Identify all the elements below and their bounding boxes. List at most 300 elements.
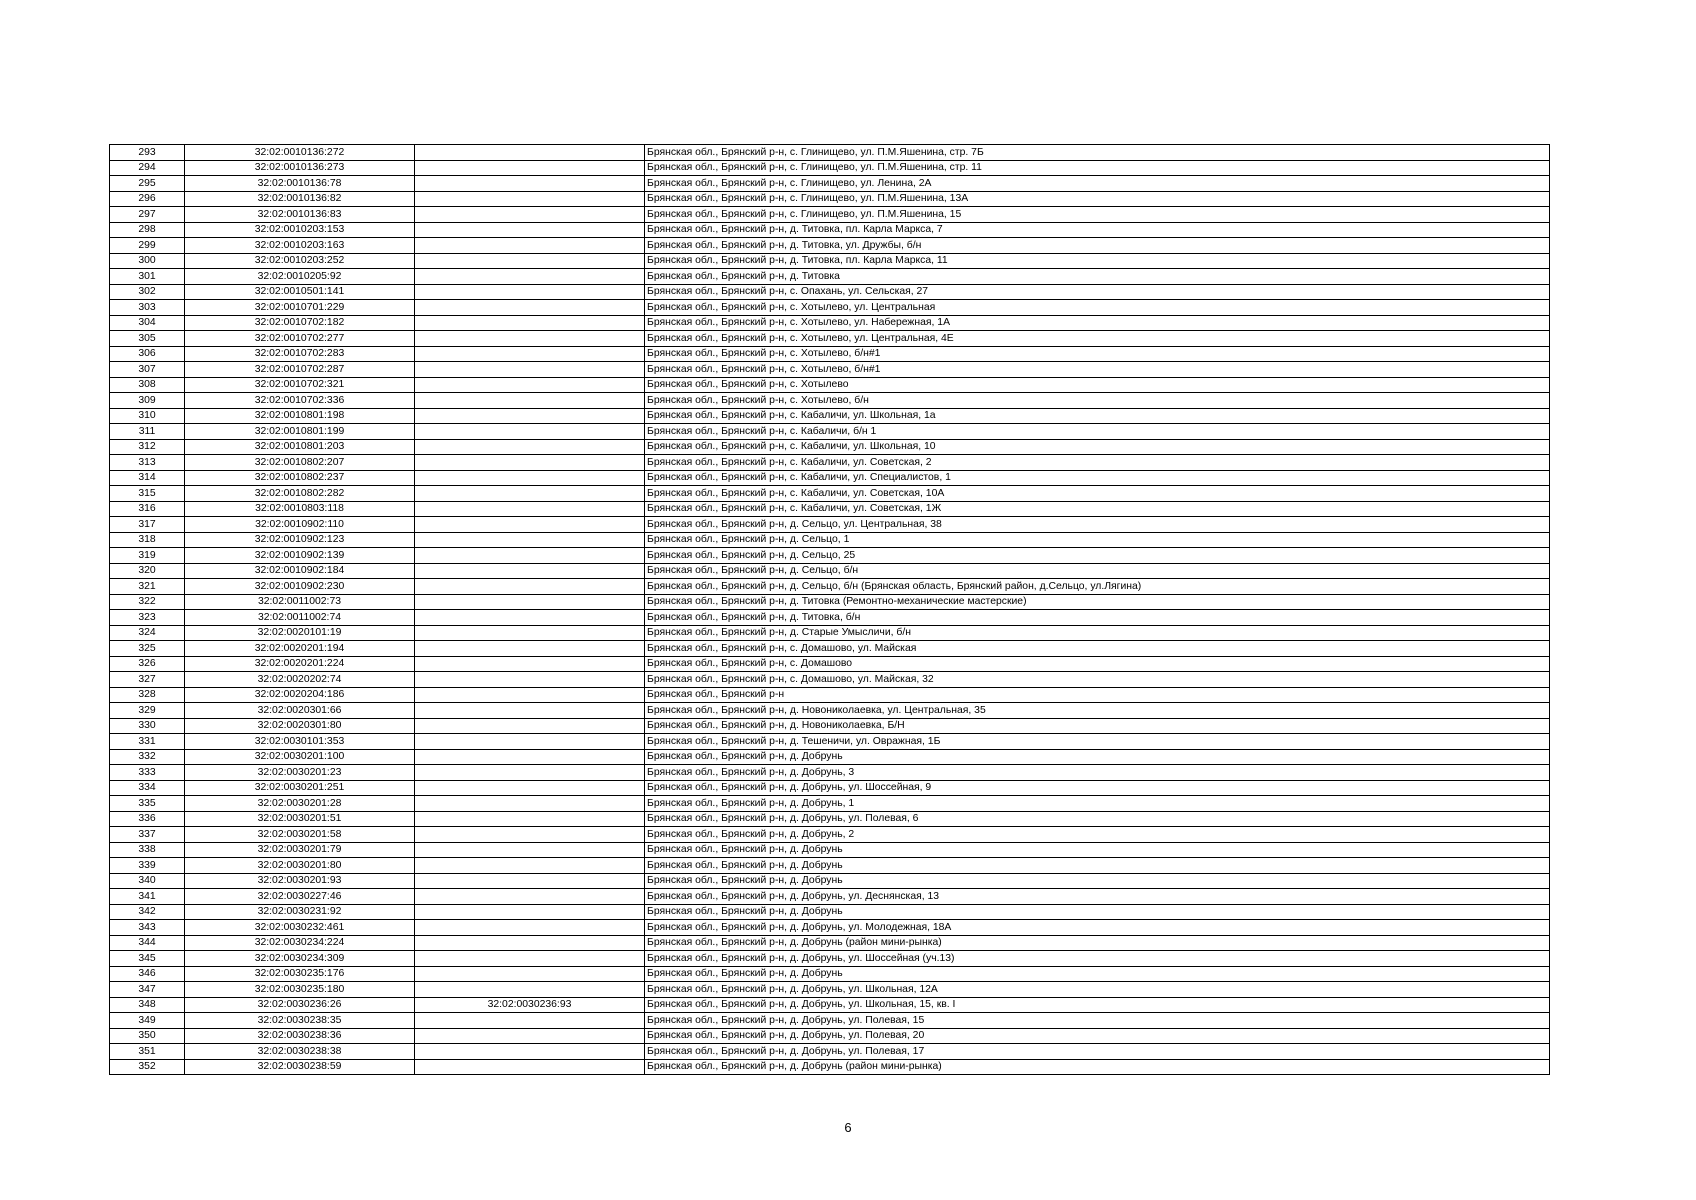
cadastral-number-cell: 32:02:0030238:38 xyxy=(185,1044,415,1060)
cadastral-number-cell: 32:02:0010802:207 xyxy=(185,455,415,471)
table-row xyxy=(110,1059,1550,1075)
row-number-cell: 347 xyxy=(110,982,185,998)
row-number-cell: 308 xyxy=(110,377,185,393)
address-cell: Брянская обл., Брянский р-н, д. Титовка (Ремонтно-механические мастерские) xyxy=(645,594,1550,610)
row-number-cell: 344 xyxy=(110,935,185,951)
row-number-cell: 320 xyxy=(110,563,185,579)
row-number-cell: 349 xyxy=(110,1013,185,1029)
related-cadastral-number-cell xyxy=(415,191,645,207)
row-number-cell: 333 xyxy=(110,765,185,781)
row-number-cell: 324 xyxy=(110,625,185,641)
address-cell: Брянская обл., Брянский р-н, д. Добрунь, ул. Школьная, 15, кв. I xyxy=(645,997,1550,1013)
related-cadastral-number-cell xyxy=(415,269,645,285)
related-cadastral-number-cell xyxy=(415,470,645,486)
address-cell: Брянская обл., Брянский р-н, с. Опахань, ул. Сельская, 27 xyxy=(645,284,1550,300)
table-row xyxy=(110,284,1550,300)
cadastral-number-cell: 32:02:0011002:73 xyxy=(185,594,415,610)
table-row xyxy=(110,238,1550,254)
address-cell: Брянская обл., Брянский р-н, д. Добрунь xyxy=(645,749,1550,765)
address-cell: Брянская обл., Брянский р-н, с. Глинищево, ул. П.М.Яшенина, 15 xyxy=(645,207,1550,223)
table-row xyxy=(110,532,1550,548)
related-cadastral-number-cell xyxy=(415,238,645,254)
related-cadastral-number-cell xyxy=(415,393,645,409)
row-number-cell: 337 xyxy=(110,827,185,843)
row-number-cell: 339 xyxy=(110,858,185,874)
address-cell: Брянская обл., Брянский р-н, с. Кабаличи, ул. Специалистов, 1 xyxy=(645,470,1550,486)
related-cadastral-number-cell xyxy=(415,842,645,858)
table-row xyxy=(110,920,1550,936)
row-number-cell: 348 xyxy=(110,997,185,1013)
address-cell: Брянская обл., Брянский р-н, д. Добрунь xyxy=(645,842,1550,858)
table-row xyxy=(110,594,1550,610)
table-row xyxy=(110,501,1550,517)
address-cell: Брянская обл., Брянский р-н, д. Титовка xyxy=(645,269,1550,285)
row-number-cell: 350 xyxy=(110,1028,185,1044)
address-cell: Брянская обл., Брянский р-н, с. Кабаличи, ул. Школьная, 1а xyxy=(645,408,1550,424)
row-number-cell: 334 xyxy=(110,780,185,796)
table-row xyxy=(110,315,1550,331)
cadastral-number-cell: 32:02:0030201:251 xyxy=(185,780,415,796)
cadastral-number-cell: 32:02:0010702:287 xyxy=(185,362,415,378)
cadastral-number-cell: 32:02:0020301:66 xyxy=(185,703,415,719)
row-number-cell: 323 xyxy=(110,610,185,626)
cadastral-number-cell: 32:02:0010801:198 xyxy=(185,408,415,424)
row-number-cell: 346 xyxy=(110,966,185,982)
related-cadastral-number-cell xyxy=(415,145,645,161)
row-number-cell: 341 xyxy=(110,889,185,905)
address-cell: Брянская обл., Брянский р-н, д. Титовка, б/н xyxy=(645,610,1550,626)
related-cadastral-number-cell xyxy=(415,873,645,889)
related-cadastral-number-cell xyxy=(415,718,645,734)
table-row xyxy=(110,362,1550,378)
address-cell: Брянская обл., Брянский р-н, с. Глинищево, ул. П.М.Яшенина, 13А xyxy=(645,191,1550,207)
related-cadastral-number-cell xyxy=(415,935,645,951)
table-row xyxy=(110,486,1550,502)
related-cadastral-number-cell xyxy=(415,579,645,595)
cadastral-number-cell: 32:02:0030201:28 xyxy=(185,796,415,812)
address-cell: Брянская обл., Брянский р-н, д. Титовка, пл. Карла Маркса, 7 xyxy=(645,222,1550,238)
cadastral-number-cell: 32:02:0030101:353 xyxy=(185,734,415,750)
related-cadastral-number-cell xyxy=(415,346,645,362)
cadastral-number-cell: 32:02:0020101:19 xyxy=(185,625,415,641)
table-row xyxy=(110,191,1550,207)
related-cadastral-number-cell xyxy=(415,300,645,316)
row-number-cell: 319 xyxy=(110,548,185,564)
cadastral-number-cell: 32:02:0030201:51 xyxy=(185,811,415,827)
related-cadastral-number-cell xyxy=(415,625,645,641)
table-row xyxy=(110,470,1550,486)
related-cadastral-number-cell xyxy=(415,982,645,998)
cadastral-number-cell: 32:02:0010136:272 xyxy=(185,145,415,161)
related-cadastral-number-cell xyxy=(415,532,645,548)
related-cadastral-number-cell: 32:02:0030236:93 xyxy=(415,997,645,1013)
row-number-cell: 316 xyxy=(110,501,185,517)
row-number-cell: 338 xyxy=(110,842,185,858)
row-number-cell: 330 xyxy=(110,718,185,734)
cadastral-number-cell: 32:02:0030201:100 xyxy=(185,749,415,765)
cadastral-number-cell: 32:02:0011002:74 xyxy=(185,610,415,626)
address-cell: Брянская обл., Брянский р-н, д. Добрунь, 2 xyxy=(645,827,1550,843)
related-cadastral-number-cell xyxy=(415,160,645,176)
cadastral-number-cell: 32:02:0010801:203 xyxy=(185,439,415,455)
cadastral-number-cell: 32:02:0030238:59 xyxy=(185,1059,415,1075)
address-cell: Брянская обл., Брянский р-н, д. Добрунь xyxy=(645,873,1550,889)
row-number-cell: 326 xyxy=(110,656,185,672)
cadastral-number-cell: 32:02:0010801:199 xyxy=(185,424,415,440)
row-number-cell: 318 xyxy=(110,532,185,548)
table-row xyxy=(110,982,1550,998)
cadastral-number-cell: 32:02:0010702:321 xyxy=(185,377,415,393)
cadastral-number-cell: 32:02:0020301:80 xyxy=(185,718,415,734)
address-cell: Брянская обл., Брянский р-н, с. Кабаличи, ул. Школьная, 10 xyxy=(645,439,1550,455)
table-row xyxy=(110,610,1550,626)
table-row xyxy=(110,935,1550,951)
cadastral-number-cell: 32:02:0010701:229 xyxy=(185,300,415,316)
table-row xyxy=(110,145,1550,161)
related-cadastral-number-cell xyxy=(415,904,645,920)
cadastral-number-cell: 32:02:0030227:46 xyxy=(185,889,415,905)
cadastral-number-cell: 32:02:0010136:273 xyxy=(185,160,415,176)
related-cadastral-number-cell xyxy=(415,315,645,331)
related-cadastral-number-cell xyxy=(415,889,645,905)
table-row xyxy=(110,997,1550,1013)
table-row xyxy=(110,377,1550,393)
cadastral-number-cell: 32:02:0010136:83 xyxy=(185,207,415,223)
table-row xyxy=(110,842,1550,858)
address-cell: Брянская обл., Брянский р-н, д. Сельцо, б/н xyxy=(645,563,1550,579)
table-row xyxy=(110,424,1550,440)
related-cadastral-number-cell xyxy=(415,1028,645,1044)
related-cadastral-number-cell xyxy=(415,362,645,378)
cadastral-number-cell: 32:02:0010702:277 xyxy=(185,331,415,347)
page-number: 6 xyxy=(844,1120,852,1135)
table-row xyxy=(110,734,1550,750)
row-number-cell: 298 xyxy=(110,222,185,238)
address-cell: Брянская обл., Брянский р-н, д. Тешеничи, ул. Овражная, 1Б xyxy=(645,734,1550,750)
table-row xyxy=(110,300,1550,316)
row-number-cell: 307 xyxy=(110,362,185,378)
cadastral-number-cell: 32:02:0010136:78 xyxy=(185,176,415,192)
related-cadastral-number-cell xyxy=(415,439,645,455)
address-cell: Брянская обл., Брянский р-н, с. Хотылево, б/н#1 xyxy=(645,362,1550,378)
row-number-cell: 306 xyxy=(110,346,185,362)
cadastral-number-cell: 32:02:0010902:110 xyxy=(185,517,415,533)
related-cadastral-number-cell xyxy=(415,749,645,765)
cadastral-number-cell: 32:02:0010802:237 xyxy=(185,470,415,486)
table-row xyxy=(110,408,1550,424)
related-cadastral-number-cell xyxy=(415,703,645,719)
cadastral-number-cell: 32:02:0030238:35 xyxy=(185,1013,415,1029)
cadastral-number-cell: 32:02:0020202:74 xyxy=(185,672,415,688)
address-cell: Брянская обл., Брянский р-н, с. Хотылево, б/н#1 xyxy=(645,346,1550,362)
cadastral-number-cell: 32:02:0030235:176 xyxy=(185,966,415,982)
cadastral-number-cell: 32:02:0030235:180 xyxy=(185,982,415,998)
row-number-cell: 331 xyxy=(110,734,185,750)
row-number-cell: 329 xyxy=(110,703,185,719)
cadastral-number-cell: 32:02:0010205:92 xyxy=(185,269,415,285)
row-number-cell: 335 xyxy=(110,796,185,812)
row-number-cell: 315 xyxy=(110,486,185,502)
related-cadastral-number-cell xyxy=(415,284,645,300)
table-row xyxy=(110,796,1550,812)
row-number-cell: 340 xyxy=(110,873,185,889)
row-number-cell: 297 xyxy=(110,207,185,223)
related-cadastral-number-cell xyxy=(415,1044,645,1060)
related-cadastral-number-cell xyxy=(415,672,645,688)
row-number-cell: 304 xyxy=(110,315,185,331)
table-row xyxy=(110,765,1550,781)
related-cadastral-number-cell xyxy=(415,207,645,223)
address-cell: Брянская обл., Брянский р-н, д. Новониколаевка, ул. Центральная, 35 xyxy=(645,703,1550,719)
row-number-cell: 301 xyxy=(110,269,185,285)
address-cell: Брянская обл., Брянский р-н, с. Хотылево, б/н xyxy=(645,393,1550,409)
table-row xyxy=(110,579,1550,595)
cadastral-number-cell: 32:02:0010203:153 xyxy=(185,222,415,238)
address-cell: Брянская обл., Брянский р-н, д. Добрунь, ул. Полевая, 15 xyxy=(645,1013,1550,1029)
address-cell: Брянская обл., Брянский р-н, д. Новониколаевка, Б/Н xyxy=(645,718,1550,734)
cadastral-number-cell: 32:02:0010803:118 xyxy=(185,501,415,517)
table-row xyxy=(110,455,1550,471)
row-number-cell: 296 xyxy=(110,191,185,207)
address-cell: Брянская обл., Брянский р-н, с. Глинищево, ул. П.М.Яшенина, стр. 7Б xyxy=(645,145,1550,161)
address-cell: Брянская обл., Брянский р-н, д. Добрунь, ул. Полевая, 17 xyxy=(645,1044,1550,1060)
address-cell: Брянская обл., Брянский р-н, д. Сельцо, 1 xyxy=(645,532,1550,548)
address-cell: Брянская обл., Брянский р-н, д. Сельцо, б/н (Брянская область, Брянский район, д.Сельцо, ул.Лягина) xyxy=(645,579,1550,595)
address-cell: Брянская обл., Брянский р-н xyxy=(645,687,1550,703)
related-cadastral-number-cell xyxy=(415,734,645,750)
related-cadastral-number-cell xyxy=(415,780,645,796)
row-number-cell: 295 xyxy=(110,176,185,192)
table-row xyxy=(110,811,1550,827)
cadastral-number-cell: 32:02:0030238:36 xyxy=(185,1028,415,1044)
row-number-cell: 302 xyxy=(110,284,185,300)
table-row xyxy=(110,873,1550,889)
table-row xyxy=(110,951,1550,967)
cadastral-number-cell: 32:02:0030232:461 xyxy=(185,920,415,936)
cadastral-number-cell: 32:02:0020201:224 xyxy=(185,656,415,672)
table-row xyxy=(110,346,1550,362)
row-number-cell: 343 xyxy=(110,920,185,936)
related-cadastral-number-cell xyxy=(415,176,645,192)
address-cell: Брянская обл., Брянский р-н, д. Добрунь, ул. Молодежная, 18А xyxy=(645,920,1550,936)
cadastral-number-cell: 32:02:0030231:92 xyxy=(185,904,415,920)
cadastral-number-cell: 32:02:0010702:336 xyxy=(185,393,415,409)
table-row xyxy=(110,656,1550,672)
cadastral-number-cell: 32:02:0030234:309 xyxy=(185,951,415,967)
row-number-cell: 310 xyxy=(110,408,185,424)
cadastral-number-cell: 32:02:0010902:184 xyxy=(185,563,415,579)
table-row xyxy=(110,1028,1550,1044)
cadastral-number-cell: 32:02:0030201:58 xyxy=(185,827,415,843)
related-cadastral-number-cell xyxy=(415,424,645,440)
related-cadastral-number-cell xyxy=(415,563,645,579)
address-cell: Брянская обл., Брянский р-н, д. Добрунь, ул. Шоссейная, 9 xyxy=(645,780,1550,796)
table-row xyxy=(110,641,1550,657)
table-row xyxy=(110,439,1550,455)
objects-table-body xyxy=(110,145,1550,1075)
row-number-cell: 294 xyxy=(110,160,185,176)
related-cadastral-number-cell xyxy=(415,222,645,238)
cadastral-number-cell: 32:02:0020201:194 xyxy=(185,641,415,657)
related-cadastral-number-cell xyxy=(415,1059,645,1075)
cadastral-number-cell: 32:02:0010902:123 xyxy=(185,532,415,548)
related-cadastral-number-cell xyxy=(415,486,645,502)
related-cadastral-number-cell xyxy=(415,641,645,657)
address-cell: Брянская обл., Брянский р-н, д. Добрунь, ул. Деснянская, 13 xyxy=(645,889,1550,905)
address-cell: Брянская обл., Брянский р-н, д. Добрунь, ул. Полевая, 6 xyxy=(645,811,1550,827)
table-row xyxy=(110,563,1550,579)
table-row xyxy=(110,687,1550,703)
row-number-cell: 332 xyxy=(110,749,185,765)
cadastral-number-cell: 32:02:0010136:82 xyxy=(185,191,415,207)
address-cell: Брянская обл., Брянский р-н, с. Хотылево xyxy=(645,377,1550,393)
cadastral-number-cell: 32:02:0010702:182 xyxy=(185,315,415,331)
address-cell: Брянская обл., Брянский р-н, д. Добрунь xyxy=(645,858,1550,874)
cadastral-number-cell: 32:02:0010501:141 xyxy=(185,284,415,300)
address-cell: Брянская обл., Брянский р-н, с. Домашово, ул. Майская, 32 xyxy=(645,672,1550,688)
address-cell: Брянская обл., Брянский р-н, д. Титовка, пл. Карла Маркса, 11 xyxy=(645,253,1550,269)
table-row xyxy=(110,331,1550,347)
row-number-cell: 325 xyxy=(110,641,185,657)
related-cadastral-number-cell xyxy=(415,858,645,874)
cadastral-number-cell: 32:02:0010802:282 xyxy=(185,486,415,502)
cadastral-number-cell: 32:02:0010902:139 xyxy=(185,548,415,564)
cadastral-number-cell: 32:02:0010203:163 xyxy=(185,238,415,254)
related-cadastral-number-cell xyxy=(415,827,645,843)
row-number-cell: 336 xyxy=(110,811,185,827)
table-row xyxy=(110,222,1550,238)
address-cell: Брянская обл., Брянский р-н, с. Кабаличи, ул. Советская, 2 xyxy=(645,455,1550,471)
related-cadastral-number-cell xyxy=(415,408,645,424)
cadastral-number-cell: 32:02:0020204:186 xyxy=(185,687,415,703)
address-cell: Брянская обл., Брянский р-н, д. Добрунь, ул. Шоссейная (уч.13) xyxy=(645,951,1550,967)
address-cell: Брянская обл., Брянский р-н, д. Сельцо, 25 xyxy=(645,548,1550,564)
cadastral-number-cell: 32:02:0030234:224 xyxy=(185,935,415,951)
table-row xyxy=(110,749,1550,765)
address-cell: Брянская обл., Брянский р-н, д. Добрунь, ул. Школьная, 12А xyxy=(645,982,1550,998)
table-row xyxy=(110,176,1550,192)
address-cell: Брянская обл., Брянский р-н, с. Домашово, ул. Майская xyxy=(645,641,1550,657)
row-number-cell: 313 xyxy=(110,455,185,471)
objects-table xyxy=(109,144,1550,1075)
table-row xyxy=(110,780,1550,796)
table-row xyxy=(110,393,1550,409)
row-number-cell: 322 xyxy=(110,594,185,610)
address-cell: Брянская обл., Брянский р-н, д. Добрунь (район мини-рынка) xyxy=(645,935,1550,951)
table-row xyxy=(110,548,1550,564)
address-cell: Брянская обл., Брянский р-н, д. Добрунь xyxy=(645,904,1550,920)
cadastral-number-cell: 32:02:0010203:252 xyxy=(185,253,415,269)
related-cadastral-number-cell xyxy=(415,455,645,471)
address-cell: Брянская обл., Брянский р-н, с. Хотылево, ул. Центральная xyxy=(645,300,1550,316)
cadastral-number-cell: 32:02:0030201:80 xyxy=(185,858,415,874)
row-number-cell: 321 xyxy=(110,579,185,595)
cadastral-number-cell: 32:02:0010702:283 xyxy=(185,346,415,362)
address-cell: Брянская обл., Брянский р-н, д. Добрунь xyxy=(645,966,1550,982)
address-cell: Брянская обл., Брянский р-н, с. Глинищево, ул. П.М.Яшенина, стр. 11 xyxy=(645,160,1550,176)
related-cadastral-number-cell xyxy=(415,548,645,564)
cadastral-number-cell: 32:02:0010902:230 xyxy=(185,579,415,595)
address-cell: Брянская обл., Брянский р-н, с. Домашово xyxy=(645,656,1550,672)
related-cadastral-number-cell xyxy=(415,811,645,827)
row-number-cell: 309 xyxy=(110,393,185,409)
row-number-cell: 312 xyxy=(110,439,185,455)
related-cadastral-number-cell xyxy=(415,594,645,610)
address-cell: Брянская обл., Брянский р-н, д. Сельцо, ул. Центральная, 38 xyxy=(645,517,1550,533)
row-number-cell: 311 xyxy=(110,424,185,440)
table-row xyxy=(110,207,1550,223)
address-cell: Брянская обл., Брянский р-н, д. Добрунь, 1 xyxy=(645,796,1550,812)
table-row xyxy=(110,160,1550,176)
row-number-cell: 317 xyxy=(110,517,185,533)
cadastral-number-cell: 32:02:0030201:23 xyxy=(185,765,415,781)
related-cadastral-number-cell xyxy=(415,331,645,347)
address-cell: Брянская обл., Брянский р-н, с. Глинищево, ул. Ленина, 2А xyxy=(645,176,1550,192)
related-cadastral-number-cell xyxy=(415,796,645,812)
related-cadastral-number-cell xyxy=(415,920,645,936)
address-cell: Брянская обл., Брянский р-н, д. Титовка, ул. Дружбы, б/н xyxy=(645,238,1550,254)
row-number-cell: 303 xyxy=(110,300,185,316)
related-cadastral-number-cell xyxy=(415,610,645,626)
table-row xyxy=(110,889,1550,905)
address-cell: Брянская обл., Брянский р-н, с. Хотылево, ул. Центральная, 4Е xyxy=(645,331,1550,347)
row-number-cell: 293 xyxy=(110,145,185,161)
table-row xyxy=(110,1044,1550,1060)
table-row xyxy=(110,966,1550,982)
table-row xyxy=(110,703,1550,719)
related-cadastral-number-cell xyxy=(415,765,645,781)
related-cadastral-number-cell xyxy=(415,656,645,672)
related-cadastral-number-cell xyxy=(415,253,645,269)
row-number-cell: 351 xyxy=(110,1044,185,1060)
table-row xyxy=(110,904,1550,920)
table-row xyxy=(110,718,1550,734)
row-number-cell: 327 xyxy=(110,672,185,688)
address-cell: Брянская обл., Брянский р-н, д. Добрунь, ул. Полевая, 20 xyxy=(645,1028,1550,1044)
address-cell: Брянская обл., Брянский р-н, с. Кабаличи, б/н 1 xyxy=(645,424,1550,440)
address-cell: Брянская обл., Брянский р-н, с. Хотылево, ул. Набережная, 1А xyxy=(645,315,1550,331)
address-cell: Брянская обл., Брянский р-н, д. Добрунь, 3 xyxy=(645,765,1550,781)
row-number-cell: 299 xyxy=(110,238,185,254)
row-number-cell: 300 xyxy=(110,253,185,269)
row-number-cell: 352 xyxy=(110,1059,185,1075)
related-cadastral-number-cell xyxy=(415,1013,645,1029)
address-cell: Брянская обл., Брянский р-н, д. Старые Умысличи, б/н xyxy=(645,625,1550,641)
table-row xyxy=(110,625,1550,641)
table-row xyxy=(110,672,1550,688)
related-cadastral-number-cell xyxy=(415,377,645,393)
row-number-cell: 314 xyxy=(110,470,185,486)
row-number-cell: 305 xyxy=(110,331,185,347)
table-row xyxy=(110,253,1550,269)
related-cadastral-number-cell xyxy=(415,501,645,517)
row-number-cell: 342 xyxy=(110,904,185,920)
cadastral-number-cell: 32:02:0030201:79 xyxy=(185,842,415,858)
row-number-cell: 345 xyxy=(110,951,185,967)
related-cadastral-number-cell xyxy=(415,966,645,982)
table-row xyxy=(110,858,1550,874)
table-row xyxy=(110,517,1550,533)
address-cell: Брянская обл., Брянский р-н, с. Кабаличи, ул. Советская, 10А xyxy=(645,486,1550,502)
related-cadastral-number-cell xyxy=(415,687,645,703)
address-cell: Брянская обл., Брянский р-н, д. Добрунь (район мини-рынка) xyxy=(645,1059,1550,1075)
table-row xyxy=(110,1013,1550,1029)
table-row xyxy=(110,827,1550,843)
cadastral-number-cell: 32:02:0030201:93 xyxy=(185,873,415,889)
table-row xyxy=(110,269,1550,285)
cadastral-number-cell: 32:02:0030236:26 xyxy=(185,997,415,1013)
address-cell: Брянская обл., Брянский р-н, с. Кабаличи, ул. Советская, 1Ж xyxy=(645,501,1550,517)
